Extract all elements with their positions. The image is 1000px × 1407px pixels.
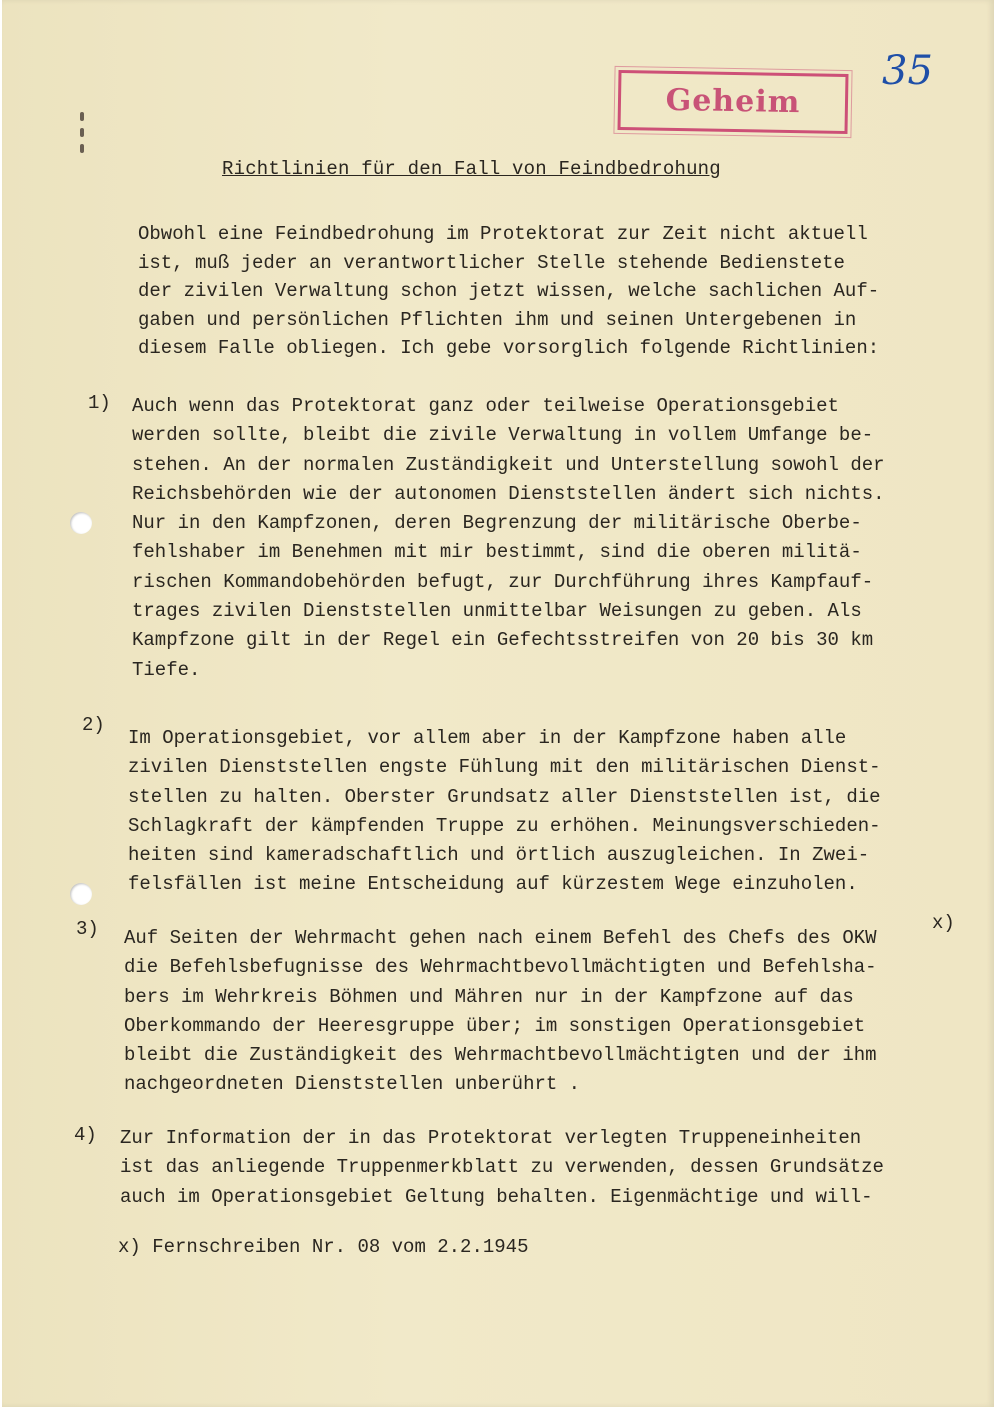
text-line: nachgeordneten Dienststellen unberührt . — [124, 1073, 581, 1096]
section-2-paragraph — [128, 724, 881, 900]
text-line: Kampfzone gilt in der Regel ein Gefechtsstreifen von 20 bis 30 km — [132, 629, 874, 652]
page-number: 35 — [882, 48, 933, 94]
text-line: Tiefe. — [132, 658, 201, 681]
staple-mark — [80, 112, 84, 121]
text-line: stehen. An der normalen Zuständigkeit und Unterstellung sowohl der — [132, 453, 885, 476]
text-line: Oberkommando der Heeresgruppe über; im sonstigen Operationsgebiet — [124, 1014, 866, 1037]
secret-stamp: Geheim — [617, 70, 848, 134]
text-line: stellen zu halten. Oberster Grundsatz aller Dienststellen ist, die — [128, 785, 881, 808]
text-line: Reichsbehörden wie der autonomen Dienststellen ändert sich nichts. — [132, 482, 885, 505]
text-line: felsfällen ist meine Entscheidung auf kürzestem Wege einzuholen. — [128, 873, 858, 896]
text-line: Auch wenn das Protektorat ganz oder teilweise Operationsgebiet — [132, 395, 839, 417]
text-line: Zur Information der in das Protektorat verlegten Truppeneinheiten — [120, 1127, 862, 1149]
section-number: 3) — [76, 918, 99, 940]
footnote-marker: x) — [932, 912, 955, 934]
text-line: bleibt die Zuständigkeit des Wehrmachtbevollmächtigten und der ihm — [124, 1044, 877, 1067]
text-line: rischen Kommandobehörden befugt, zur Durchführung ihres Kampfauf- — [132, 570, 874, 593]
text-line: diesem Falle obliegen. Ich gebe vorsorglich folgende Richtlinien: — [138, 337, 880, 359]
section-1-paragraph — [132, 392, 885, 685]
text-line: Auf Seiten der Wehrmacht gehen nach einem Befehl des Chefs des OKW — [124, 927, 877, 949]
text-line: heiten sind kameradschaftlich und örtlich auszugleichen. In Zwei- — [128, 844, 870, 867]
text-line: Im Operationsgebiet, vor allem aber in der Kampfzone haben alle — [128, 727, 847, 749]
text-line: fehlshaber im Benehmen mit mir bestimmt, sind die oberen militä- — [132, 541, 862, 564]
punch-hole — [70, 883, 92, 905]
staple-mark — [80, 128, 84, 137]
section-number: 2) — [82, 714, 105, 736]
text-line: ist das anliegende Truppenmerkblatt zu verwenden, dessen Grundsätze — [120, 1156, 884, 1179]
section-3-paragraph — [124, 924, 877, 1100]
text-line: Schlagkraft der kämpfenden Truppe zu erhöhen. Meinungsverschieden- — [128, 814, 881, 837]
section-number: 1) — [88, 392, 111, 414]
text-line: gaben und persönlichen Pflichten ihm und seinen Untergebenen in — [138, 308, 857, 331]
section-number: 4) — [74, 1124, 97, 1146]
footnote: x) Fernschreiben Nr. 08 vom 2.2.1945 — [118, 1236, 529, 1258]
text-line: der zivilen Verwaltung schon jetzt wissen, welche sachlichen Auf- — [138, 280, 880, 302]
text-line: ist, muß jeder an verantwortlicher Stelle stehende Bedienstete — [138, 251, 845, 274]
text-line: trages zivilen Dienststellen unmittelbar Weisungen zu geben. Als — [132, 600, 862, 623]
text-line: Obwohl eine Feindbedrohung im Protektorat zur Zeit nicht aktuell — [138, 223, 868, 245]
document-title: Richtlinien für den Fall von Feindbedrohung — [222, 158, 721, 180]
section-4-paragraph — [120, 1124, 884, 1212]
text-line: die Befehlsbefugnisse des Wehrmachtbevollmächtigten und Befehlsha- — [124, 956, 877, 979]
text-line: auch im Operationsgebiet Geltung behalten. Eigenmächtige und will- — [120, 1185, 873, 1208]
text-line: zivilen Dienststellen engste Fühlung mit den militärischen Dienst- — [128, 756, 881, 779]
text-line: Nur in den Kampfzonen, deren Begrenzung der militärische Oberbe- — [132, 512, 862, 535]
text-line: werden sollte, bleibt die zivile Verwaltung in vollem Umfange be- — [132, 424, 874, 447]
text-line: bers im Wehrkreis Böhmen und Mähren nur in der Kampfzone auf das — [124, 985, 854, 1008]
punch-hole — [70, 512, 92, 534]
staple-mark — [80, 144, 84, 153]
intro-paragraph — [138, 220, 928, 363]
